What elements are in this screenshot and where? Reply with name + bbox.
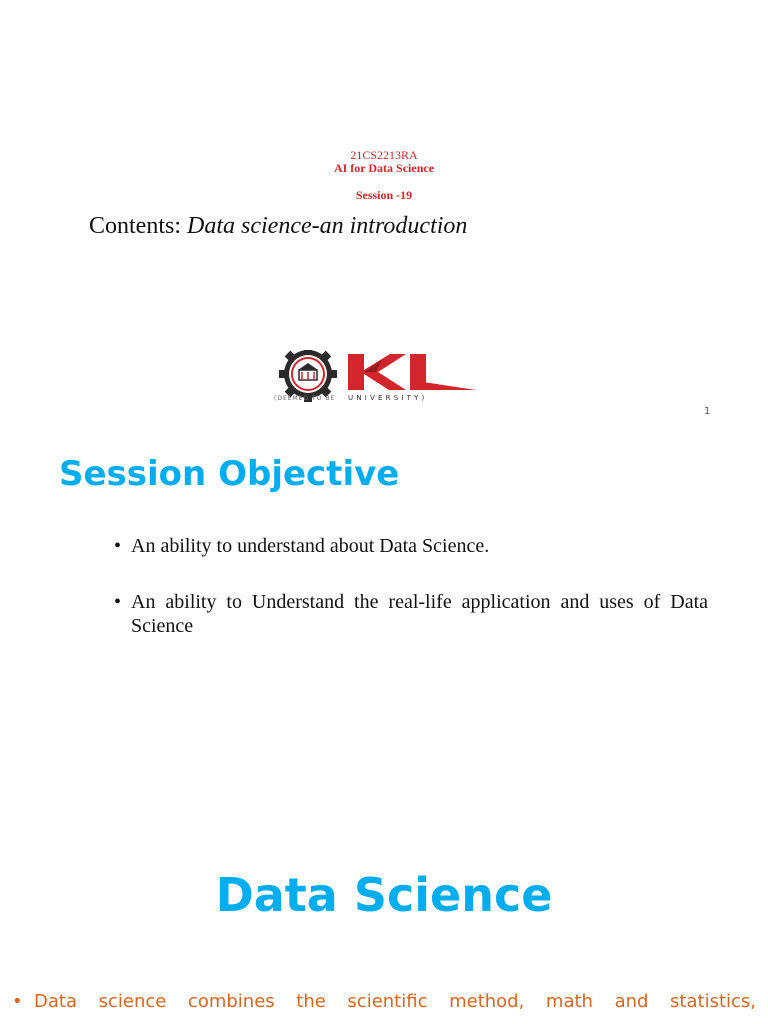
data-science-title: Data Science bbox=[215, 868, 553, 922]
university-seal-gear-logo-icon bbox=[272, 350, 476, 402]
bullet-icon: • bbox=[114, 535, 122, 557]
session-number: Session -19 bbox=[355, 188, 413, 202]
objective-list bbox=[114, 534, 708, 670]
course-code: 21CS2213RA bbox=[350, 148, 418, 162]
list-item bbox=[114, 534, 708, 558]
contents-label: Contents: bbox=[89, 213, 188, 239]
kl-university-logo bbox=[272, 350, 476, 402]
logo-tagline-left: (DEEMED TO BE bbox=[274, 395, 336, 402]
logo-tagline-right: UNIVERSITY) bbox=[348, 394, 428, 402]
data-science-definition: Data science combines the scientific method, math and statistics, bbox=[34, 991, 756, 1012]
list-item bbox=[114, 590, 708, 638]
contents-topic: Data science-an introduction bbox=[187, 213, 468, 239]
course-name: AI for Data Science bbox=[333, 161, 435, 175]
contents-line bbox=[89, 213, 467, 240]
bullet-icon: • bbox=[12, 991, 23, 1012]
session-objective-title: Session Objective bbox=[59, 454, 400, 494]
objective-text: An ability to understand about Data Science. bbox=[131, 535, 490, 557]
bullet-icon: • bbox=[114, 591, 122, 613]
objective-text: An ability to Understand the real-life application and uses of Data Science bbox=[131, 591, 708, 637]
list-item bbox=[12, 991, 756, 1012]
page-number: 1 bbox=[704, 406, 711, 417]
